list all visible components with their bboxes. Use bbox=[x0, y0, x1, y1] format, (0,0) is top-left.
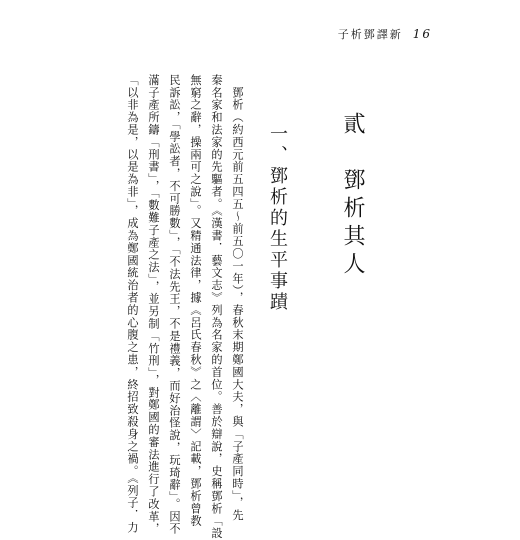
chapter-number: 貳 bbox=[340, 112, 365, 140]
running-title: 子析鄧譯新 bbox=[337, 28, 403, 41]
running-header bbox=[338, 26, 432, 42]
chapter-name: 鄧析其人 bbox=[340, 168, 365, 280]
body-line-6: 「以非為是，以是為非」，成為鄭國統治者的心腹之患，終招致殺身之禍。《列子．力 bbox=[126, 74, 139, 534]
body-line-4: 民訴訟，「學訟者，不可勝數」，「不法先王，不是禮義，而好治怪說，玩琦辭」。因不 bbox=[168, 74, 181, 536]
section-title: 一、鄧析的生平事蹟 bbox=[267, 124, 288, 313]
chapter-title bbox=[337, 112, 368, 280]
body-line-1: 鄧析（約西元前五四五～前五〇一年），春秋末期鄭國大夫，與「子產同時」，先 bbox=[231, 74, 244, 522]
body-line-3: 無窮之辭，操兩可之說」。又精通法律，據《呂氏春秋》之〈離謂〉記載，鄧析曾教 bbox=[189, 74, 202, 528]
body-line-5: 滿子產所鑄「刑書」，「數難子產之法」，並另制「竹刑」，對鄭國的審法進行了改革， bbox=[147, 74, 160, 536]
body-line-2: 秦名家和法家的先驅者。《漢書．藝文志》列為名家的首位。善於辯說，史稱鄧析「設 bbox=[210, 74, 223, 540]
page-number: 16 bbox=[412, 27, 432, 41]
